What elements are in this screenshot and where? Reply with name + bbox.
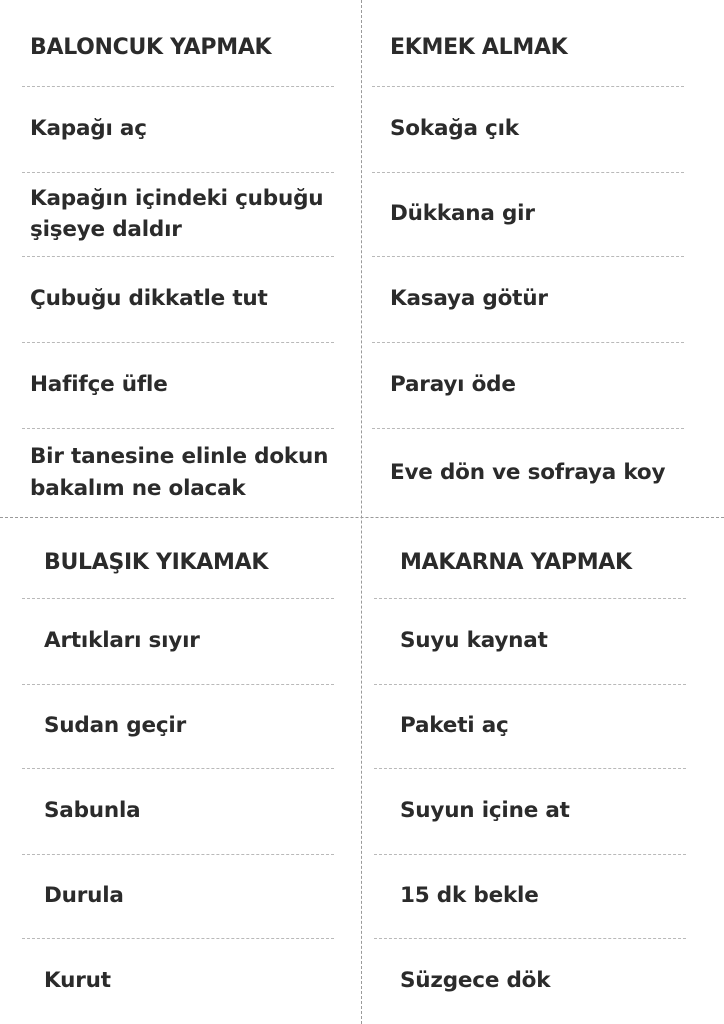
card-bulasik-yikamak [0,518,361,1024]
step-text: Eve dön ve sofraya koy [390,459,666,485]
step-text: Kapağı aç [30,116,147,142]
card-title: EKMEK ALMAK [390,34,568,60]
step-text: Durula [44,883,124,909]
step-text: Dükkana gir [390,201,535,227]
step-text: Sokağa çık [390,116,519,142]
step-text: Süzgece dök [400,968,551,994]
step-text: Paketi aç [400,713,509,739]
step-text: Parayı öde [390,372,516,398]
step-text: Kasaya götür [390,286,548,312]
card-title: BULAŞIK YIKAMAK [44,549,269,575]
step-text: Artıkları sıyır [44,628,200,654]
step-text: Bir tanesine elinle dokun bakalım ne olacak [30,444,329,501]
step-text: Suyu kaynat [400,628,548,654]
step-text: Çubuğu dikkatle tut [30,286,268,312]
step-text: Kurut [44,968,111,994]
card-baloncuk-yapmak [0,0,361,517]
step-text: Sudan geçir [44,713,186,739]
step-text: Sabunla [44,798,141,824]
card-title: BALONCUK YAPMAK [30,34,272,60]
step-text: 15 dk bekle [400,883,539,909]
card-makarna-yapmak [362,518,724,1024]
card-ekmek-almak [362,0,724,517]
step-text: Suyun içine at [400,798,570,824]
step-text: Hafifçe üfle [30,372,168,398]
card-title: MAKARNA YAPMAK [400,549,632,575]
step-text: Kapağın içindeki çubuğu şişeye daldır [30,185,324,242]
